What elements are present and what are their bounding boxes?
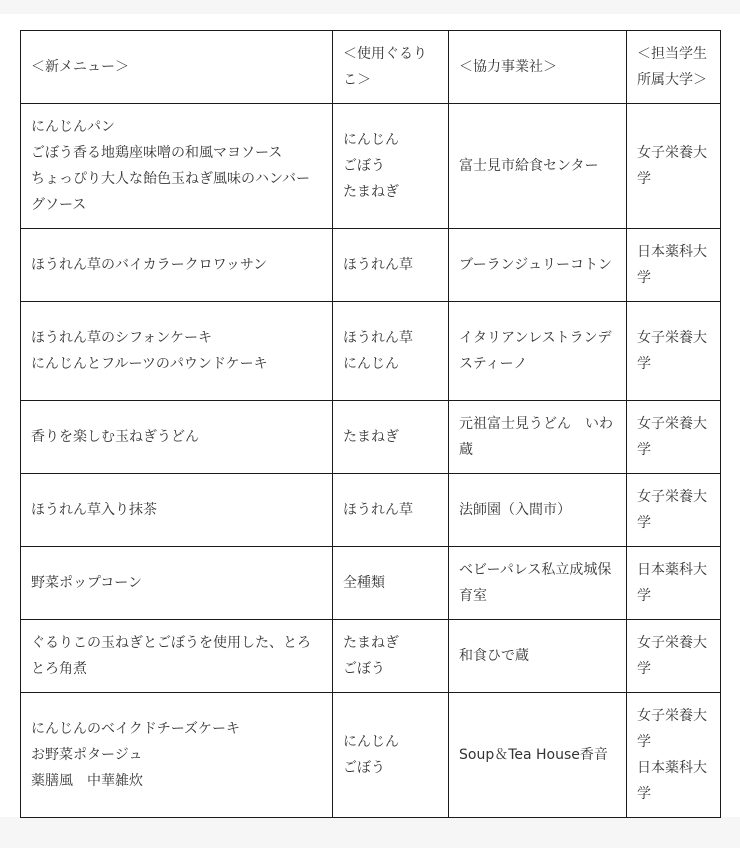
vegetable-cell-line: たまねぎ	[343, 635, 399, 651]
vegetable-cell-line: 全種類	[343, 575, 385, 591]
university-cell	[627, 401, 721, 474]
partner-cell: Soup＆Tea House香音	[449, 693, 627, 818]
menu-cell	[21, 547, 333, 620]
vegetable-cell-line: にんじん	[343, 734, 399, 750]
partner-cell: イタリアンレストランデスティーノ	[449, 302, 627, 401]
menu-cell-line: ぐるりこの玉ねぎとごぼうを使用した、とろとろ角煮	[31, 635, 311, 677]
vegetable-cell	[333, 401, 449, 474]
menu-cell-line: にんじんとフルーツのパウンドケーキ	[31, 356, 268, 372]
header-vegetables: ＜使用ぐるりこ＞	[333, 31, 449, 104]
university-cell-line: 女子栄養大学	[637, 330, 707, 372]
university-cell-line: 日本薬科大学	[637, 562, 707, 604]
partner-cell: ブーランジュリーコトン	[449, 229, 627, 302]
header-new-menu: ＜新メニュー＞	[21, 31, 333, 104]
university-cell-line: 女子栄養大学	[637, 708, 707, 750]
vegetable-cell-line: たまねぎ	[343, 184, 399, 200]
menu-cell	[21, 229, 333, 302]
table-row	[21, 401, 721, 474]
table-row	[21, 302, 721, 401]
menu-table	[20, 30, 721, 818]
menu-cell-line: 香りを楽しむ玉ねぎうどん	[31, 429, 199, 445]
university-cell-line: 女子栄養大学	[637, 489, 707, 531]
university-cell	[627, 620, 721, 693]
university-cell	[627, 229, 721, 302]
menu-cell-line: ちょっぴり大人な飴色玉ねぎ風味のハンバーグソース	[31, 171, 311, 213]
table-row	[21, 693, 721, 818]
vegetable-cell-line: ごぼう	[343, 661, 385, 677]
university-cell	[627, 547, 721, 620]
header-partner: ＜協力事業社＞	[449, 31, 627, 104]
vegetable-cell	[333, 104, 449, 229]
vegetable-cell-line: ほうれん草	[343, 330, 413, 346]
university-cell-line: 日本薬科大学	[637, 760, 707, 802]
header-university: ＜担当学生所属大学＞	[627, 31, 721, 104]
partner-cell: 和食ひで蔵	[449, 620, 627, 693]
menu-cell-line: ほうれん草入り抹茶	[31, 502, 157, 518]
vegetable-cell-line: たまねぎ	[343, 429, 399, 445]
table-row	[21, 620, 721, 693]
university-cell-line: 女子栄養大学	[637, 416, 707, 458]
vegetable-cell-line: ほうれん草	[343, 257, 413, 273]
vegetable-cell	[333, 620, 449, 693]
vegetable-cell-line: ごぼう	[343, 760, 385, 776]
university-cell-line: 女子栄養大学	[637, 145, 707, 187]
menu-cell-line: ほうれん草のバイカラークロワッサン	[31, 257, 268, 273]
menu-cell	[21, 620, 333, 693]
vegetable-cell-line: にんじん	[343, 132, 399, 148]
vegetable-cell	[333, 693, 449, 818]
vegetable-cell-line: にんじん	[343, 356, 399, 372]
menu-cell	[21, 401, 333, 474]
table-row	[21, 547, 721, 620]
vegetable-cell	[333, 547, 449, 620]
menu-cell-line: 野菜ポップコーン	[31, 575, 143, 591]
university-cell-line: 日本薬科大学	[637, 244, 707, 286]
partner-cell: 元祖富士見うどん いわ蔵	[449, 401, 627, 474]
university-cell	[627, 302, 721, 401]
vegetable-cell	[333, 302, 449, 401]
menu-cell	[21, 302, 333, 401]
vegetable-cell-line: ごぼう	[343, 158, 385, 174]
university-cell-line: 女子栄養大学	[637, 635, 707, 677]
menu-cell	[21, 104, 333, 229]
partner-cell: 法師園（入間市）	[449, 474, 627, 547]
vegetable-cell-line: ほうれん草	[343, 502, 413, 518]
table-row	[21, 229, 721, 302]
menu-cell-line: お野菜ポタージュ	[31, 747, 143, 763]
page-sheet	[0, 14, 740, 817]
menu-cell-line: にんじんのベイクドチーズケーキ	[31, 721, 241, 737]
menu-cell-line: にんじんパン	[31, 119, 115, 135]
vegetable-cell	[333, 474, 449, 547]
university-cell	[627, 104, 721, 229]
menu-table-body	[21, 31, 721, 818]
table-row	[21, 104, 721, 229]
partner-cell: ベビーパレス私立成城保育室	[449, 547, 627, 620]
menu-cell	[21, 474, 333, 547]
menu-cell-line: ほうれん草のシフォンケーキ	[31, 330, 213, 346]
university-cell	[627, 474, 721, 547]
header-row	[21, 31, 721, 104]
menu-cell-line: 薬膳風 中華雑炊	[31, 773, 143, 789]
university-cell	[627, 693, 721, 818]
menu-cell	[21, 693, 333, 818]
vegetable-cell	[333, 229, 449, 302]
partner-cell: 富士見市給食センター	[449, 104, 627, 229]
menu-cell-line: ごぼう香る地鶏座味噌の和風マヨソース	[31, 145, 283, 161]
table-row	[21, 474, 721, 547]
